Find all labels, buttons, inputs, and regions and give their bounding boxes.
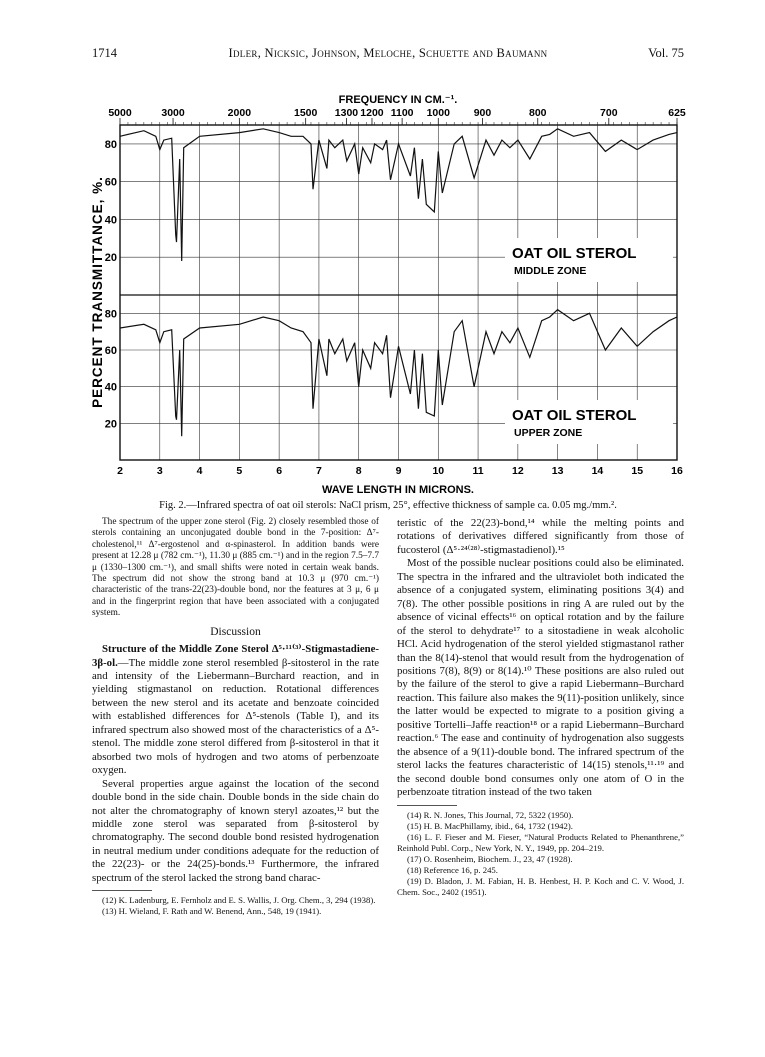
- x-axis-label: WAVE LENGTH IN MICRONS.: [322, 484, 474, 496]
- y-tick-label: 40: [104, 214, 117, 227]
- top-tick-label: 3000: [161, 107, 185, 119]
- bottom-axis-ticks: [117, 465, 683, 477]
- x-tick-label: 15: [631, 465, 644, 477]
- x-tick-label: 2: [117, 465, 123, 477]
- x-tick-label: 6: [276, 465, 283, 477]
- top-tick-label: 1200: [360, 107, 384, 119]
- running-authors: Idler, Nicksic, Johnson, Meloche, Schuette and Baumann: [228, 46, 548, 60]
- right-paragraph-2: Most of the possible nuclear positions could also be eliminated. The spectra in the infrared and the ultraviolet both indicated the absence of a conjugated system, eliminating positions 3(4) and 7(8). The other possible positions in ring A are ruled out by the absence of vicinal effects¹⁶ on optical rotation and by the failure of the sterol to dehydrate¹⁷ to a sitostadiene in weak alcoholic HCl. Acid hydrogenation of the sterol yielded stigmastanol rather than the 8(14)-stenol that would result from the hydrogenation of positions 7(8), 8(9) or 8(14).¹⁰ These positions are also ruled out by the failure of the sterol to give a rapid Liebermann–Burchard reaction. This failure also makes the 9(11)-position unlikely, since the latter would be expected to migrate to a position giving a positive Tortelli–Jaffe reaction¹⁸ or a rapid Liebermann–Burchard reaction.⁶ The ease and continuity of hydrogenation also suggests the absence of a 9(11)-double bond. The infrared spectrum of the sterol lacks the features characteristic of 14(15) stenols,¹¹·¹⁹ and the second double bond consumes only one atom of O in the perbenzoate titration instead of the two taken: [397, 557, 684, 799]
- upper-panel-y-ticks: [105, 139, 117, 264]
- volume-label: Vol. 75: [648, 46, 684, 60]
- left-footnotes: [92, 895, 379, 917]
- top-tick-label: 900: [473, 107, 492, 119]
- x-tick-label: 7: [316, 465, 322, 477]
- y-tick-label: 80: [104, 308, 117, 321]
- figure-caption: Fig. 2.—Infrared spectra of oat oil sterols: NaCl prism, 25°, effective thickness of sample ca. 0.05 mg./mm.².: [159, 500, 617, 511]
- y-tick-label: 20: [104, 252, 117, 265]
- discussion-heading: Discussion: [210, 625, 261, 638]
- footnote: (17) O. Rosenheim, Biochem. J., 23, 47 (1928).: [407, 853, 573, 864]
- x-tick-label: 12: [512, 465, 524, 477]
- right-paragraph-1: teristic of the 22(23)-bond,¹⁴ while the melting points and rotations of derivatives differed significantly from those of fucosterol (Δ⁵·²⁴⁽²⁸⁾-stigmastadienol).¹⁵: [397, 517, 684, 556]
- footnote: (18) Reference 16, p. 245.: [407, 864, 498, 875]
- footnote: (12) K. Ladenburg, E. Fernholz and E. S. Wallis, J. Org. Chem., 3, 294 (1938).: [102, 895, 376, 906]
- discussion-paragraph-1: Structure of the Middle Zone Sterol Δ⁵·¹¹⁽³⁾-Stigmastadiene-3β-ol.—The middle zone sterol resembled β-sitosterol in the rate and intensity of the Liebermann–Burchard reaction, and in yielding stigmastanol on reduction. Rotational differences between the new sterol and its acetate and benzoate coincided with established differences for Δ⁵-stenols (Table I), and its infrared spectrum also showed most of the characteristics of a Δ⁵-stenol. The middle zone sterol differed from β-sitosterol in that it absorbed two mols of hydrogen and two atoms of perbenzoate oxygen.: [92, 643, 379, 777]
- top-axis-title: FREQUENCY IN CM.⁻¹.: [338, 94, 458, 106]
- top-tick-label: 700: [600, 107, 618, 119]
- page-number: 1714: [92, 46, 117, 60]
- top-tick-label: 800: [528, 107, 547, 119]
- x-tick-label: 5: [236, 465, 243, 477]
- discussion-paragraph-2: Several properties argue against the location of the second double bond in the side chain. Double bonds in the side chain do not alter the chromatography of known steryl azoates,¹² but the middle zone sterol was separated from β-sitosterol by chromatography. The second double bond resisted hydrogenation in neutral medium under conditions adequate for the reduction of the 22(23)- or the 24(25)-bonds.¹³ Furthermore, the infrared spectrum of the sterol lacked the strong band charac-: [92, 777, 379, 884]
- x-tick-label: 3: [156, 465, 163, 477]
- x-tick-label: 8: [355, 465, 362, 477]
- spectrum-paragraph: The spectrum of the upper zone sterol (Fig. 2) closely resembled those of sterols containing an unconjugated double bond in the 7-position: Δ⁷-cholestenol,¹¹ Δ⁷-ergostenol and α-spinasterol. In addition bands were present at 12.28 μ (782 cm.⁻¹), 11.30 μ (885 cm.⁻¹) and in the region 7.5–7.7 μ (1330–1300 cm.⁻¹), and small shifts were noted in certain weak bands. The spectrum did not show the strong band at 10.3 μ (970 cm.⁻¹) characteristic of the trans-22(23)-double bond, nor the features at 3 μ, 6 μ and in the fingerprint region that have been associated with a conjugated system.: [92, 517, 379, 619]
- y-tick-label: 60: [104, 176, 117, 189]
- ir-spectrum-figure: [0, 0, 765, 500]
- top-tick-label: 1000: [426, 107, 450, 119]
- top-tick-label: 1300: [334, 107, 359, 119]
- footnote: (16) L. F. Fieser and M. Fieser, “Natural Products Related to Phenanthrene,” Reinhold Publ. Corp., New York, N. Y., 1949, pp. 204–219.: [397, 831, 684, 853]
- footnote: (15) H. B. MacPhillamy, ibid., 64, 1732 (1942).: [407, 820, 573, 831]
- x-tick-label: 13: [551, 465, 564, 477]
- x-tick-label: 10: [432, 465, 445, 477]
- footnote-rule: [397, 805, 457, 806]
- footnote-rule: [92, 890, 152, 891]
- y-axis-label: PERCENT TRANSMITTANCE, %.: [90, 176, 105, 408]
- y-tick-label: 80: [104, 138, 117, 151]
- x-tick-label: 4: [196, 465, 203, 477]
- x-tick-label: 16: [671, 465, 683, 477]
- x-tick-label: 9: [395, 465, 402, 477]
- footnote: (13) H. Wieland, F. Rath and W. Benend, Ann., 548, 19 (1941).: [102, 906, 322, 917]
- lower-panel-subtitle: UPPER ZONE: [514, 427, 583, 439]
- y-tick-label: 60: [104, 345, 117, 357]
- footnote: (19) D. Bladon, J. M. Fabian, H. B. Henbest, H. P. Koch and C. V. Wood, J. Chem. Soc., 2402 (1951).: [397, 875, 684, 897]
- left-column: [92, 517, 379, 917]
- right-column: [397, 517, 684, 898]
- footnote: (14) R. N. Jones, This Journal, 72, 5322 (1950).: [407, 809, 574, 820]
- top-tick-label: 2000: [227, 107, 252, 119]
- top-tick-label: 1100: [390, 107, 414, 119]
- lower-panel-title: OAT OIL STEROL: [512, 407, 637, 424]
- lower-panel-y-ticks: [105, 308, 117, 430]
- upper-panel-subtitle: MIDDLE ZONE: [514, 265, 587, 277]
- section-subheading: Structure of the Middle Zone Sterol Δ⁵·¹¹⁽³⁾-Stigmastadiene-3β-ol.: [92, 643, 379, 669]
- x-tick-label: 14: [591, 465, 604, 477]
- top-tick-label: 5000: [108, 107, 132, 119]
- y-tick-label: 20: [104, 418, 117, 431]
- x-tick-label: 11: [472, 465, 484, 477]
- right-footnotes: [397, 810, 684, 898]
- top-axis-ticks: [108, 107, 686, 125]
- y-tick-label: 40: [104, 381, 117, 394]
- top-tick-label: 1500: [293, 107, 318, 119]
- upper-panel-title: OAT OIL STEROL: [512, 245, 637, 262]
- top-tick-label: 625: [668, 107, 686, 119]
